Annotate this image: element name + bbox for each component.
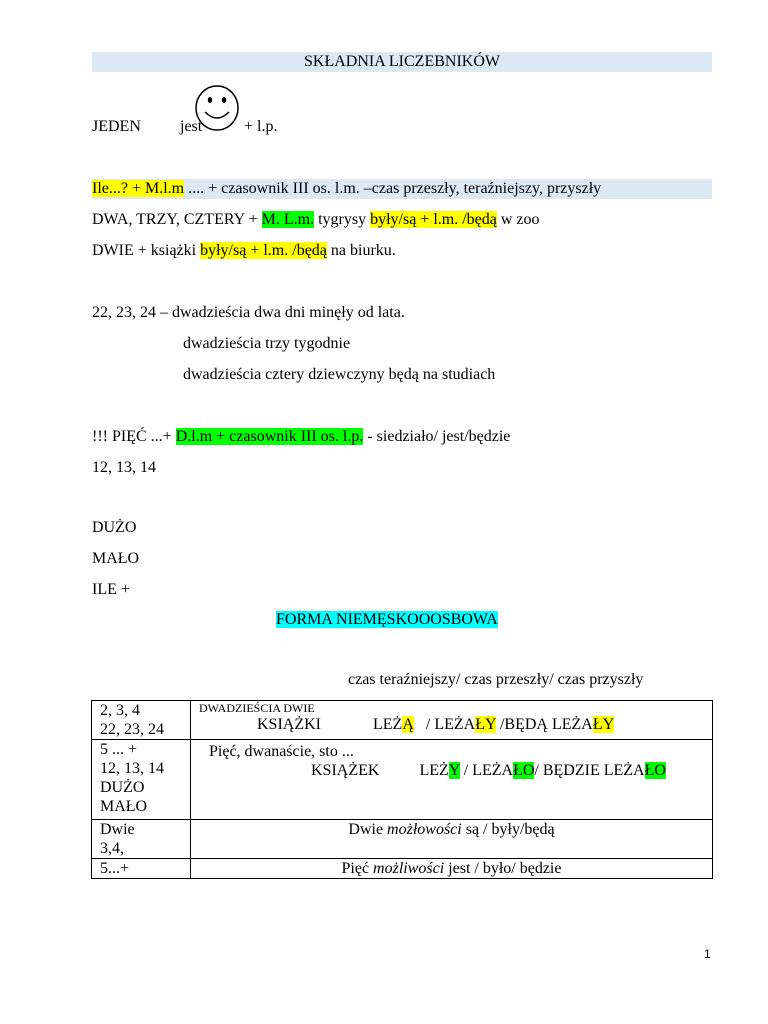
table-row <box>92 740 713 820</box>
table-cell-example <box>191 701 713 740</box>
dwa-text-1: DWA, TRZY, CZTERY + <box>92 211 262 228</box>
ile-plus: ILE + <box>92 581 130 598</box>
dwa-line <box>92 211 540 229</box>
cell-text: Dwie <box>100 821 135 838</box>
teens-line: 12, 13, 14 <box>92 459 156 476</box>
dwie-text-2: na biurku. <box>326 242 396 259</box>
cell-text: 12, 13, 14 <box>100 760 164 777</box>
forma-heading <box>276 611 498 629</box>
lezy-text-3: / BĘDZIE LEŻA <box>534 762 645 779</box>
table-row <box>92 859 713 879</box>
dwa-yellow: były/są + l.m. /będą <box>370 211 497 228</box>
lez-text-3: /BĘDĄ LEŻA <box>495 716 593 733</box>
duzo: DUŻO <box>92 519 137 536</box>
cell-text: jest / było/ będzie <box>444 860 562 877</box>
table-row <box>92 701 713 740</box>
table-cell-numbers <box>92 859 191 879</box>
small-caps-label: DWADZIEŚCIA DWIE <box>199 701 315 715</box>
cell-text: Pięć <box>341 860 374 877</box>
cell-text: Dwie <box>348 821 388 838</box>
jeden-jest: jest <box>180 118 203 135</box>
ksiazek: KSIĄŻEK <box>311 762 380 779</box>
cell-text: 2, 3, 4 <box>100 702 140 719</box>
dwa-text-3: w zoo <box>496 211 540 228</box>
forms-table <box>91 700 713 879</box>
forma-text: FORMA NIEMĘSKOOOSBOWA <box>276 611 498 628</box>
jeden-suffix: + l.p. <box>244 118 278 135</box>
cell-text: 22, 23, 24 <box>100 721 164 738</box>
lezy-hl-1: Y <box>448 762 460 779</box>
page-title: SKŁADNIA LICZEBNIKÓW <box>304 53 500 70</box>
sub-line-2: dwadzieścia cztery dziewczyny będą na studiach <box>183 366 496 383</box>
table-row <box>92 820 713 859</box>
czas-line: czas teraźniejszy/ czas przeszły/ czas przyszły <box>348 671 644 688</box>
table-cell-numbers <box>92 701 191 740</box>
lez-hl-3: ŁY <box>592 716 615 733</box>
ile-line <box>92 180 601 198</box>
lez-hl-2: ŁY <box>475 716 496 733</box>
dwie-text-1: DWIE + książki <box>92 242 201 259</box>
table-cell-numbers <box>92 820 191 859</box>
cell-text: 5...+ <box>100 860 130 877</box>
cell-text: MAŁO <box>100 798 148 815</box>
lez-text-2: / LEŻA <box>413 716 476 733</box>
dwie-line <box>92 242 396 260</box>
dwie-yellow: były/są + l.m. /będą <box>200 242 327 259</box>
dwa-text-2: tygrysy <box>314 211 371 228</box>
table-cell-example <box>191 859 713 879</box>
dwa-green: M. L.m. <box>261 211 315 228</box>
malo: MAŁO <box>92 550 140 567</box>
lez-hl-1: Ą <box>402 716 414 733</box>
cell-text: są / były/będą <box>461 821 555 838</box>
lezy-hl-2: ŁO <box>513 762 535 779</box>
piec-text-2: - siedziało/ jest/będzie <box>363 428 511 445</box>
page-number: 1 <box>704 947 711 961</box>
ile-rest: .... + czasownik III os. l.m. –czas przeszły, teraźniejszy, przyszły <box>188 180 602 197</box>
ile-highlight: Ile...? + M.l.m <box>92 180 185 197</box>
lezy-hl-3: ŁO <box>644 762 666 779</box>
cell-text: Pięć, dwanaście, sto ... <box>209 743 354 760</box>
jeden-word: JEDEN <box>92 118 141 135</box>
cell-text: DUŻO <box>100 779 145 796</box>
lezy-text: LEŻ <box>419 762 449 779</box>
italic-word: możłowości <box>387 821 462 838</box>
cell-text: 3,4, <box>100 840 124 857</box>
italic-word: możliwości <box>373 860 445 877</box>
cell-text: 5 ... + <box>100 741 138 758</box>
table-cell-example <box>191 740 713 820</box>
piec-text-1: !!! PIĘĆ ...+ <box>92 428 176 445</box>
lez-text: LEŻ <box>373 716 403 733</box>
piec-green: D.l.m + czasownik III os. l.p. <box>175 428 364 445</box>
sub-line-1: dwadzieścia trzy tygodnie <box>183 335 351 352</box>
lezy-text-2: / LEŻA <box>459 762 514 779</box>
smiley-icon <box>194 84 240 132</box>
nums-line: 22, 23, 24 – dwadzieścia dwa dni minęły od lata. <box>92 304 405 321</box>
ksiazki: KSIĄŻKI <box>257 716 321 733</box>
piec-line <box>92 428 510 446</box>
table-cell-example <box>191 820 713 859</box>
table-cell-numbers <box>92 740 191 820</box>
